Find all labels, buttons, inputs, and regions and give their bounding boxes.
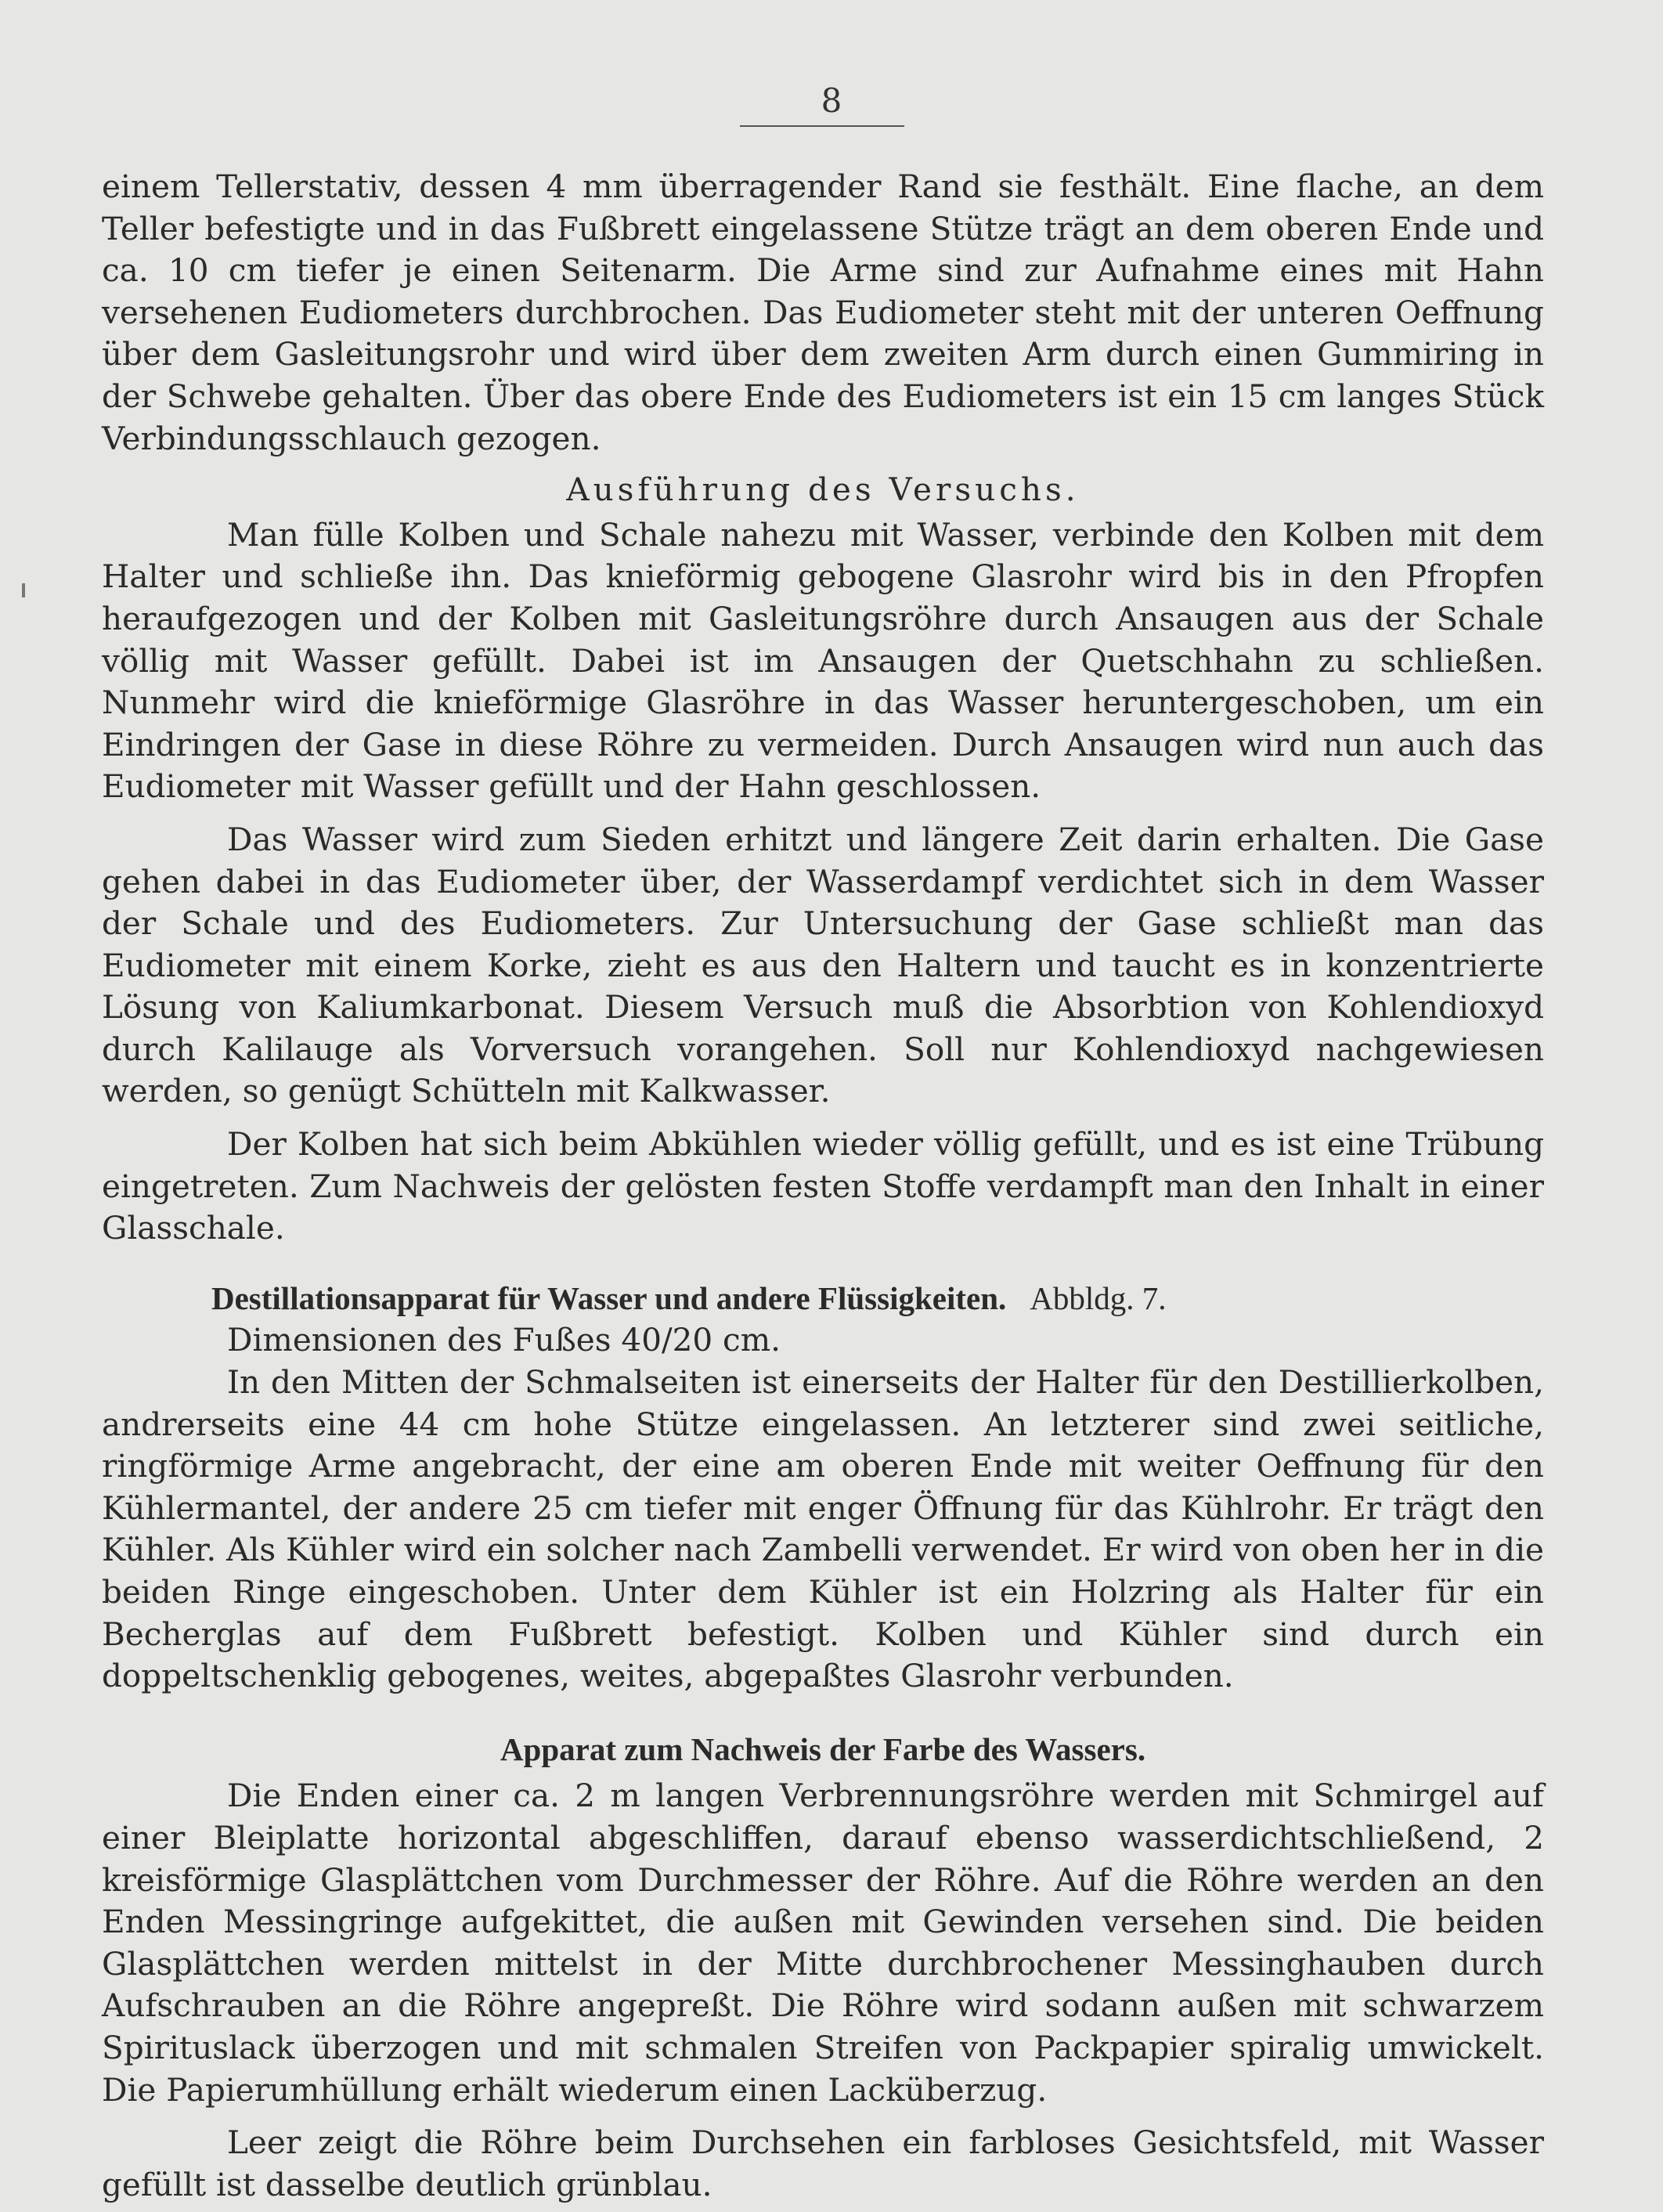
heading-destillation-title: Destillationsapparat für Wasser und andere Flüssigkeiten. (211, 1279, 1007, 1316)
paragraph-tube-construction: Die Enden einer ca. 2 m langen Verbrennungsröhre werden mit Schmirgel auf einer Bleiplatte horizontal abgeschliffen, darauf ebenso wasserdichtschließend, 2 kreisförmige Glasplättchen vom Durchmesser der Röhre. Auf die Röhre werden an den Enden Messingringe aufgekittet, die außen mit Gewinden versehen sind. Die beiden Glasplättchen werden mittelst in der Mitte durchbrochener Messinghauben durch Aufschrauben an die Röhre angepreßt. Die Röhre wird sodann außen mit schwarzem Spirituslack überzogen und mit schmalen Streifen von Packpapier spiralig umwickelt. Die Papierumhüllung erhält wiederum einen Lacküberzug. (102, 1777, 1544, 2109)
section-heading-farbe: Apparat zum Nachweis der Farbe des Wassers. (500, 1730, 1146, 1767)
section-heading-destillation (102, 1278, 1544, 1320)
page-number-rule (740, 125, 904, 127)
figure-reference: Abbldg. 7. (1030, 1279, 1167, 1316)
paragraph-destillation-description: In den Mitten der Schmalseiten ist einerseits der Halter für den Destillierkolben, andrerseits eine 44 cm hohe Stütze eingelassen. An letzterer sind zwei seitliche, ringförmige Arme angebracht, der eine am oberen Ende mit weiter Oeffnung für den Kühlermantel, der andere 25 cm tiefer mit enger Öffnung für das Kühlrohr. Er trägt den Kühler. Als Kühler wird ein solcher nach Zambelli verwendet. Er wird von oben her in die beiden Ringe eingeschoben. Unter dem Kühler ist ein Holzring als Halter für ein Becherglas auf dem Fußbrett befestigt. Kolben und Kühler sind durch ein doppeltschenklig gebogenes, weites, abgepaßtes Glasrohr verbunden. (102, 1363, 1544, 1695)
paragraph-heating: Das Wasser wird zum Sieden erhitzt und längere Zeit darin erhalten. Die Gase gehen dabei in das Eudiometer über, der Wasserdampf verdichtet sich in dem Wasser der Schale und des Eudiometers. Zur Untersuchung der Gase schließt man das Eudiometer mit einem Korke, zieht es aus den Haltern und taucht es in konzentrierte Lösung von Kaliumkarbonat. Diesem Versuch muß die Absorbtion von Kohlendioxyd durch Kalilauge als Vorversuch vorangehen. Soll nur Kohlendioxyd nachgewiesen werden, so genügt Schütteln mit Kalkwasser. (102, 820, 1544, 1110)
paragraph-observation: Leer zeigt die Röhre beim Durchsehen ein farbloses Gesichtsfeld, mit Wasser gefüllt ist dasselbe deutlich grünblau. (102, 2124, 1544, 2203)
page-number: 8 (821, 81, 842, 120)
paragraph-procedure: Man fülle Kolben und Schale nahezu mit Wasser, verbinde den Kolben mit dem Halter und schließe ihn. Das knieförmig gebogene Glasrohr wird bis in den Pfropfen heraufgezogen und der Kolben mit Gasleitungsröhre durch Ansaugen aus der Schale völlig mit Wasser gefüllt. Dabei ist im Ansaugen der Quetschhahn zu schließen. Nunmehr wird die knieförmige Glasröhre in das Wasser heruntergeschoben, um ein Eindringen der Gase in diese Röhre zu vermeiden. Durch Ansaugen wird nun auch das Eudiometer mit Wasser gefüllt und der Hahn geschlossen. (102, 515, 1544, 806)
paragraph-dimensions: Dimensionen des Fußes 40/20 cm. (227, 1321, 781, 1359)
paragraph-tellerstativ: einem Tellerstativ, dessen 4 mm überragender Rand sie festhält. Eine flache, an dem Teller befestigte und in das Fußbrett eingelassene Stütze trägt an dem oberen Ende und ca. 10 cm tiefer je einen Seitenarm. Die Arme sind zur Aufnahme eines mit Hahn versehenen Eudiometers durchbrochen. Das Eudiometer steht mit der unteren Oeffnung über dem Gasleitungsrohr und wird über dem zweiten Arm durch einen Gummiring in der Schwebe gehalten. Über das obere Ende des Eudiometers ist ein 15 cm langes Stück Verbindungsschlauch gezogen. (102, 168, 1544, 457)
page-body (102, 166, 1544, 2206)
margin-mark (22, 583, 25, 597)
section-subheading-ausfuehrung: Ausführung des Versuchs. (566, 471, 1080, 509)
paragraph-cooling: Der Kolben hat sich beim Abkühlen wieder völlig gefüllt, und es ist eine Trübung eingetreten. Zum Nachweis der gelösten festen Stoffe verdampft man den Inhalt in einer Glasschale. (102, 1125, 1544, 1247)
